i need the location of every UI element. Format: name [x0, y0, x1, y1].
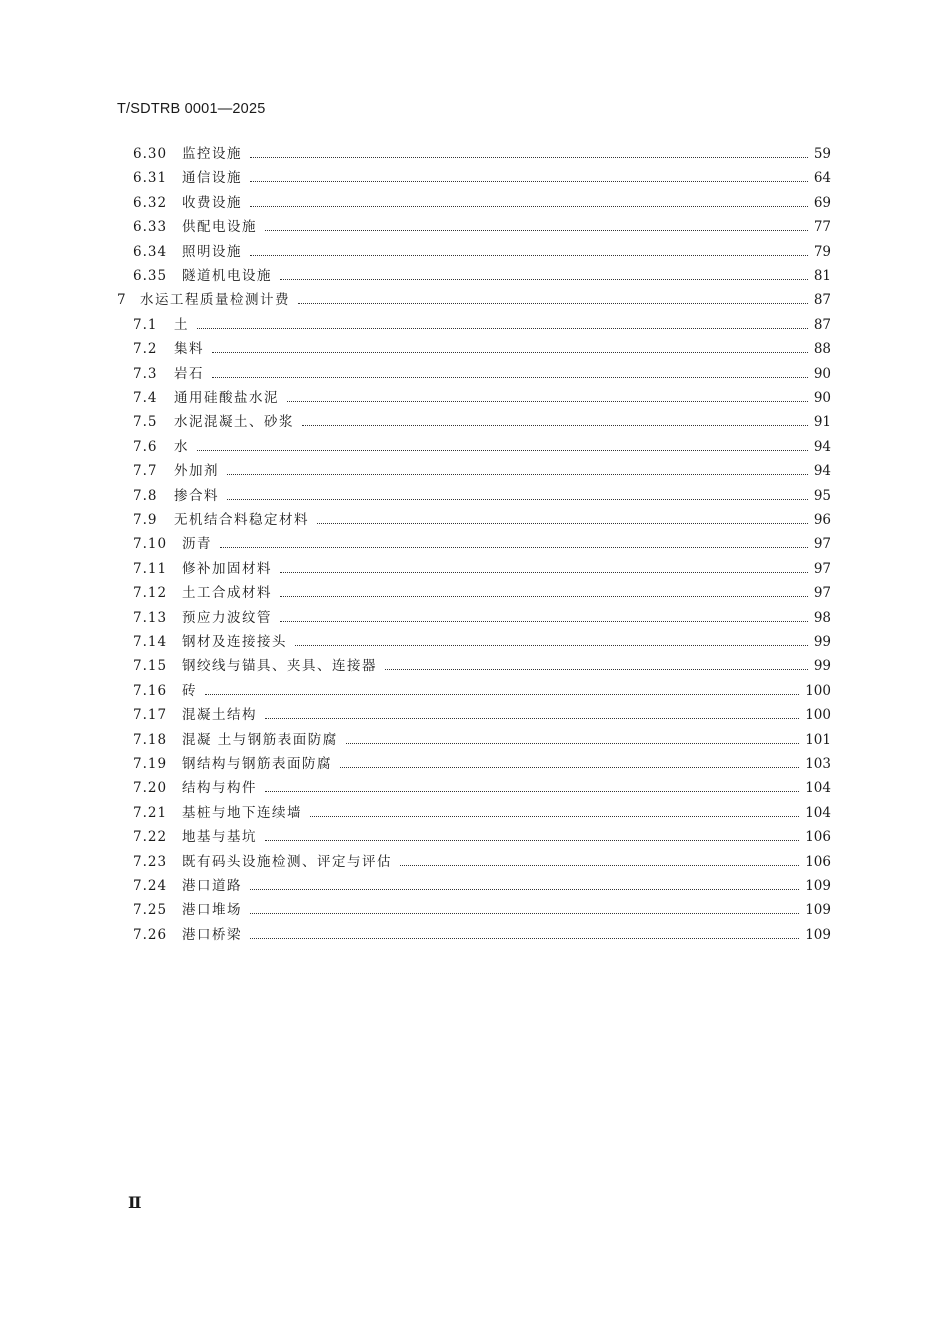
toc-entry[interactable] — [0, 168, 950, 188]
toc-entry-number: 7.11 — [133, 560, 168, 577]
toc-entry-title: 集料 — [174, 341, 204, 358]
toc-entry-title: 岩石 — [174, 365, 204, 382]
toc-leader-dots — [212, 377, 808, 378]
toc-entry-page: 95 — [813, 487, 831, 504]
toc-entry-number: 7.3 — [133, 365, 158, 382]
toc-entry-page: 94 — [813, 438, 831, 455]
toc-entry-title: 港口桥梁 — [182, 926, 242, 943]
toc-entry-page: 109 — [805, 878, 831, 894]
toc-entry-number: 7.19 — [133, 756, 168, 772]
toc-entry[interactable] — [0, 900, 950, 920]
toc-entry-number: 6.30 — [133, 146, 168, 162]
toc-entry-number: 7.2 — [133, 341, 158, 358]
toc-entry[interactable] — [0, 217, 950, 237]
toc-entry-title: 土 — [174, 316, 189, 333]
toc-entry-title: 照明设施 — [182, 243, 242, 260]
toc-entry[interactable] — [0, 559, 950, 579]
toc-entry-page: 79 — [813, 243, 831, 260]
toc-leader-dots — [250, 938, 799, 939]
toc-entry-number: 7.13 — [133, 609, 168, 626]
toc-entry-title: 水 — [174, 438, 189, 455]
toc-entry-page: 90 — [813, 390, 831, 406]
toc-leader-dots — [346, 743, 799, 744]
toc-entry-page: 103 — [805, 756, 831, 772]
toc-entry[interactable] — [0, 876, 950, 896]
toc-entry-title: 钢材及连接接头 — [182, 634, 287, 650]
toc-entry[interactable] — [0, 193, 950, 213]
toc-entry-page: 106 — [805, 853, 831, 870]
toc-entry-title: 结构与构件 — [182, 780, 257, 797]
toc-entry-number: 7.26 — [133, 926, 168, 943]
toc-entry-title: 无机结合料稳定材料 — [174, 512, 309, 528]
toc-leader-dots — [265, 791, 799, 792]
toc-entry[interactable] — [0, 656, 950, 676]
toc-entry-number: 6.34 — [133, 243, 168, 260]
toc-leader-dots — [250, 181, 808, 182]
toc-entry-page: 104 — [805, 780, 831, 797]
toc-entry-number: 7.7 — [133, 463, 158, 480]
toc-leader-dots — [250, 255, 808, 256]
toc-entry-number: 7.12 — [133, 585, 168, 602]
toc-entry-title: 水运工程质量检测计费 — [140, 292, 290, 309]
toc-entry-page: 99 — [813, 634, 831, 650]
toc-entry-title: 预应力波纹管 — [182, 609, 272, 626]
toc-entry-page: 99 — [813, 658, 831, 675]
toc-entry[interactable] — [0, 754, 950, 774]
toc-entry[interactable] — [0, 266, 950, 286]
toc-leader-dots — [265, 230, 808, 231]
toc-entry[interactable] — [0, 242, 950, 262]
toc-entry-number: 6.32 — [133, 194, 168, 211]
toc-entry-title: 钢结构与钢筋表面防腐 — [182, 756, 332, 772]
toc-entry-page: 87 — [813, 316, 831, 333]
toc-entry-title: 隧道机电设施 — [182, 268, 272, 284]
toc-entry-number: 7.24 — [133, 878, 168, 894]
toc-entry[interactable] — [0, 510, 950, 530]
toc-entry-number: 7.21 — [133, 804, 168, 821]
toc-entry-page: 88 — [813, 341, 831, 358]
toc-entry[interactable] — [0, 681, 950, 701]
toc-entry[interactable] — [0, 339, 950, 359]
toc-entry[interactable] — [0, 461, 950, 481]
toc-entry-page: 97 — [813, 585, 831, 602]
toc-entry-page: 98 — [813, 609, 831, 626]
toc-entry-number: 7.4 — [133, 390, 158, 406]
toc-leader-dots — [340, 767, 799, 768]
toc-entry-number: 7.10 — [133, 536, 168, 553]
toc-entry[interactable] — [0, 803, 950, 823]
toc-entry-page: 90 — [813, 365, 831, 382]
toc-entry-page: 109 — [805, 926, 831, 943]
toc-entry-title: 钢绞线与锚具、夹具、连接器 — [182, 658, 377, 675]
toc-leader-dots — [280, 279, 808, 280]
toc-entry[interactable] — [0, 925, 950, 945]
toc-entry-number: 7.14 — [133, 634, 168, 650]
toc-leader-dots — [298, 303, 808, 304]
toc-leader-dots — [197, 450, 808, 451]
toc-leader-dots — [197, 328, 808, 329]
toc-entry-number: 6.31 — [133, 170, 168, 187]
toc-entry[interactable] — [0, 730, 950, 750]
toc-entry-page: 64 — [813, 170, 831, 187]
toc-entry-number: 6.35 — [133, 268, 168, 284]
toc-leader-dots — [265, 840, 799, 841]
document-code: T/SDTRB 0001—2025 — [117, 101, 266, 117]
toc-entry-title: 通信设施 — [182, 170, 242, 187]
toc-leader-dots — [310, 816, 799, 817]
toc-entry-title: 通用硅酸盐水泥 — [174, 390, 279, 406]
toc-entry-number: 7.17 — [133, 707, 168, 724]
toc-entry-title: 监控设施 — [182, 146, 242, 162]
toc-entry-number: 7.8 — [133, 487, 158, 504]
toc-entry[interactable] — [0, 852, 950, 872]
toc-leader-dots — [280, 596, 808, 597]
toc-entry-page: 94 — [813, 463, 831, 480]
toc-entry[interactable] — [0, 705, 950, 725]
toc-entry-title: 水泥混凝土、砂浆 — [174, 414, 294, 431]
toc-entry-page: 100 — [805, 682, 831, 699]
toc-entry-number: 7.5 — [133, 414, 158, 431]
toc-entry-page: 109 — [805, 902, 831, 919]
toc-entry-title: 供配电设施 — [182, 219, 257, 236]
toc-leader-dots — [227, 474, 808, 475]
toc-leader-dots — [250, 889, 799, 890]
toc-entry[interactable] — [0, 534, 950, 554]
toc-entry-page: 106 — [805, 829, 831, 846]
toc-entry-page: 87 — [813, 292, 831, 309]
toc-entry[interactable] — [0, 144, 950, 164]
toc-entry-number: 7.15 — [133, 658, 168, 675]
toc-entry-title: 混凝土结构 — [182, 707, 257, 724]
toc-entry[interactable] — [0, 437, 950, 457]
toc-entry-title: 混凝 土与钢筋表面防腐 — [182, 731, 338, 748]
toc-leader-dots — [250, 157, 808, 158]
toc-entry-page: 101 — [805, 731, 831, 748]
toc-entry[interactable] — [0, 778, 950, 798]
toc-entry[interactable] — [0, 486, 950, 506]
toc-entry-title: 既有码头设施检测、评定与评估 — [182, 853, 392, 870]
toc-entry-number: 7.6 — [133, 438, 158, 455]
toc-leader-dots — [295, 645, 808, 646]
toc-leader-dots — [227, 499, 808, 500]
toc-entry[interactable] — [0, 315, 950, 335]
toc-leader-dots — [280, 621, 808, 622]
toc-entry-title: 外加剂 — [174, 463, 219, 480]
toc-entry-title: 沥青 — [182, 536, 212, 553]
toc-entry-number: 7.9 — [133, 512, 158, 528]
toc-leader-dots — [280, 572, 808, 573]
toc-leader-dots — [385, 669, 808, 670]
toc-leader-dots — [205, 694, 799, 695]
toc-entry-page: 59 — [813, 146, 831, 162]
toc-leader-dots — [400, 865, 799, 866]
toc-entry[interactable] — [0, 364, 950, 384]
toc-entry[interactable] — [0, 290, 950, 310]
toc-entry-page: 69 — [813, 194, 831, 211]
toc-entry[interactable] — [0, 388, 950, 408]
toc-entry-number: 7.22 — [133, 829, 168, 846]
toc-leader-dots — [317, 523, 808, 524]
toc-entry-title: 收费设施 — [182, 194, 242, 211]
toc-entry-page: 100 — [805, 707, 831, 724]
toc-entry-title: 土工合成材料 — [182, 585, 272, 602]
toc-entry-page: 104 — [805, 804, 831, 821]
toc-entry[interactable] — [0, 583, 950, 603]
toc-entry-title: 基桩与地下连续墙 — [182, 804, 302, 821]
toc-entry-title: 掺合料 — [174, 487, 219, 504]
page-number: Ⅱ — [128, 1193, 142, 1212]
toc-entry-title: 港口堆场 — [182, 902, 242, 919]
toc-entry-number: 7.1 — [133, 316, 158, 333]
toc-entry-number: 7.18 — [133, 731, 168, 748]
toc-leader-dots — [250, 206, 808, 207]
toc-leader-dots — [220, 547, 808, 548]
toc-entry-number: 7.16 — [133, 682, 168, 699]
toc-entry-title: 修补加固材料 — [182, 560, 272, 577]
toc-entry[interactable] — [0, 827, 950, 847]
toc-entry-number: 7 — [117, 292, 127, 309]
toc-entry-page: 77 — [813, 219, 831, 236]
toc-leader-dots — [265, 718, 799, 719]
toc-entry[interactable] — [0, 412, 950, 432]
toc-leader-dots — [302, 425, 808, 426]
toc-entry-number: 7.25 — [133, 902, 168, 919]
toc-entry[interactable] — [0, 632, 950, 652]
toc-entry-page: 96 — [813, 512, 831, 528]
toc-entry-number: 6.33 — [133, 219, 168, 236]
toc-entry-page: 81 — [813, 268, 831, 284]
toc-entry[interactable] — [0, 608, 950, 628]
toc-entry-page: 97 — [813, 536, 831, 553]
toc-entry-page: 91 — [813, 414, 831, 431]
toc-entry-title: 砖 — [182, 682, 197, 699]
toc-leader-dots — [250, 913, 799, 914]
toc-entry-title: 港口道路 — [182, 878, 242, 894]
toc-entry-number: 7.20 — [133, 780, 168, 797]
toc-entry-number: 7.23 — [133, 853, 168, 870]
toc-entry-page: 97 — [813, 560, 831, 577]
toc-entry-title: 地基与基坑 — [182, 829, 257, 846]
toc-leader-dots — [287, 401, 808, 402]
toc-leader-dots — [212, 352, 808, 353]
